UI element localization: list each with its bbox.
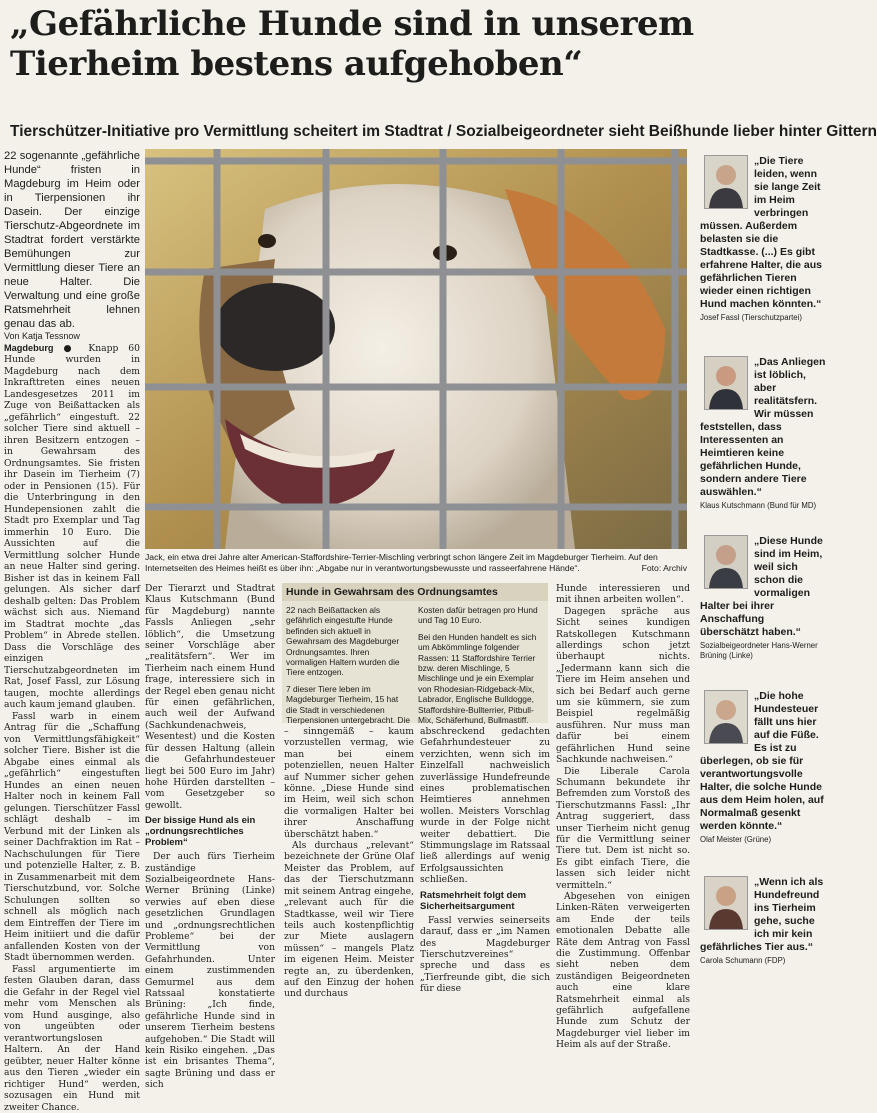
person-photo-icon	[704, 690, 748, 744]
section-heading: Der bissige Hund als ein „ordnungsrechtliches Problem“	[145, 815, 275, 848]
quote-text: „Die Tiere leiden, wenn sie lange Zeit im Heim verbringen müssen. Außerdem belasten sie die Stadtkasse. (...) Es gibt erfahrene Halter, die aus gefährlichen Tieren wieder einen richtigen Hund machen könnten.“	[700, 155, 826, 311]
quote-source: Olaf Meister (Grüne)	[700, 835, 826, 845]
info-paragraph: 22 nach Beißattacken als gefährlich eingestufte Hunde befinden sich aktuell in Gewahrsam des Magdeburger Ordnungsamtes. Ihren vormaligen Haltern wurden die Tiere entzogen.	[286, 605, 410, 678]
person-photo-icon	[704, 155, 748, 209]
quote-text: „Wenn ich als Hundefreund ins Tierheim gehe, suche ich mir kein gefährliches Tier aus.“	[700, 876, 826, 954]
column-2	[145, 583, 275, 1008]
section-heading: Ratsmehrheit folgt dem Sicherheitsargument	[420, 890, 550, 912]
quote-box-2	[700, 356, 826, 511]
dog-behind-bars-image	[145, 149, 687, 549]
headline: „Gefährliche Hunde sind in unserem Tierheim bestens aufgehoben“	[10, 4, 820, 84]
quote-source: Sozialbeigeordneter Hans-Werner Brüning (Linke)	[700, 641, 826, 661]
column-4	[420, 726, 550, 1008]
person-photo-icon	[704, 876, 748, 930]
info-box-title: Hunde in Gewahrsam des Ordnungsamtes	[282, 583, 548, 601]
info-box-right	[418, 605, 542, 731]
paragraph: Als durchaus „relevant“ bezeichnete der Grüne Olaf Meister das Problem, auf das der Tierschutzmann mit seinem Antrag eingehe, „relevant auch für die Stadtkasse, weil wir Tiere teils auch kostenpflichtig zur Miete auslagern müssen“ – mangels Platz im eigenen Heim. Meister regte an, zu überdenken, auf den Einzug der hohen und durchaus	[284, 840, 414, 1000]
paragraph: Der Tierarzt und Stadtrat Klaus Kutschmann (Bund für Magdeburg) nannte Fassls Anliegen „sehr löblich“, die Umsetzung seiner Vorschläge aber „realitätsfern“. Wer im Tierheim nach einem Hund frage, interessiere sich in der Regel eben genau nicht für einen gefährlichen, auch weil der Aufwand (Sachkundenachweis, Wesentest) und die Kosten für dessen Haltung (allein die Gefahrhundesteuer liegt bei 500 Euro im Jahr) hohe Hürden darstellten – vom Gesetzgeber so gewollt.	[145, 583, 275, 811]
quote-text: „Diese Hunde sind im Heim, weil sich schon die vormaligen Halter bei ihrer Anschaffung überschätzt haben.“	[700, 535, 826, 639]
photo-caption	[145, 552, 687, 574]
paragraph: Fassl verwies seinerseits darauf, dass er „im Namen des Magdeburger Tierschutzvereines“ spreche und dass es „Tierfreunde gibt, die sich für diese	[420, 915, 550, 995]
subheadline: Tierschützer-Initiative pro Vermittlung scheitert im Stadtrat / Sozialbeigeordneter sieht Beißhunde lieber hinter Gittern	[10, 122, 825, 142]
quote-box-5	[700, 876, 826, 966]
quote-box-3	[700, 535, 826, 661]
info-box	[282, 583, 548, 723]
info-box-left	[286, 605, 410, 731]
column-left	[4, 149, 140, 1009]
column-5	[556, 583, 690, 1008]
quote-box-4	[700, 690, 826, 845]
quote-source: Klaus Kutschmann (Bund für MD)	[700, 501, 826, 511]
caption-text: Jack, ein etwa drei Jahre alter American-Staffordshire-Terrier-Mischling verbringt schon längere Zeit im Magdeburger Tierheim. Auf den Internetseiten des Heimes heißt es über ihn: „Abgabe nur in verantwortungsbewusste und rasseerfahrene Hände“.	[145, 552, 658, 573]
column-3	[284, 726, 414, 1008]
paragraph: Die Liberale Carola Schumann bekundete ihr Befremden zum Vorstoß des Tierschutzmanns Fassl: „Ihr Antrag suggeriert, dass unser Tierheim nicht genug für die Vermittlung seiner Tiere tut. Dem ist nicht so. Es gibt einfach Tiere, die lassen sich leider nicht vermitteln.“	[556, 766, 690, 891]
paragraph: abschreckend gedachten Gefahrhundesteuer zu verzichten, wenn sich im Einzelfall nachweislich zuverlässige Hundefreunde eines problematischen Heimtieres annehmen wollen. Meisters Vorschlag wurde in der Folge nicht weiter debattiert. Die Stimmungslage im Ratssaal ließ allerdings auf wenig Erfolgsaussichten schließen.	[420, 726, 550, 886]
quote-source: Carola Schumann (FDP)	[700, 956, 826, 966]
byline: Von Katja Tessnow	[4, 331, 140, 343]
paragraph: Fassl warb in einem Antrag für die „Schaffung von Vermittlungsfähigkeit“ solcher Tiere. Bisher ist die Abgabe eines einmal als „gefährlich“ eingestuften Hundes an einen neuen Halter noch in keinem Fall gelungen. Tierschützer Fassl schlägt deshalb – im Verbund mit der Linken als seiner Dachfraktion im Rat – Nachschulungen für Tiere und potenzielle Halter, z. B. in Zusammenarbeit mit dem Tierschutzbund, vor. Solche Schulungen sollten so schnell als möglich nach dem Eintreffen der Tiere im Heim initiiert und die dafür anfallenden Kosten von der Stadt übernommen werden.	[4, 711, 140, 964]
person-photo-icon	[704, 356, 748, 410]
quote-source: Josef Fassl (Tierschutzpartei)	[700, 313, 826, 323]
paragraph: Abgesehen von einigen Linken-Räten verweigerten am Ende der teils emotionalen Debatte alle Räte dem Antrag von Fassl die Zustimmung. Offenbar sieht neben dem zuständigen Beigeordneten auch eine klare Ratsmehrheit einmal als gefährlich aufgefallene Hunde zum Schutz der Magdeburger viel lieber im Heim als auf der Straße.	[556, 891, 690, 1051]
paragraph-text: ● Knapp 60 Hunde wurden in Magdeburg nach dem Inkrafttreten eines neuen Landesgesetzes 2011 im Zuge von Beißattacken als „gefährlich“ eingestuft. 22 solcher Tiere sind aktuell – ihren Besitzern entzogen – in Gewahrsam des Ordnungsamtes. Sie fristen ihr Dasein im Tierheim (7) oder in Pensionen (15). Für die Unterbringung in den Hundepensionen zahlt die Stadt pro Exemplar und Tag immerhin 10 Euro. Die Aussichten auf die Vermittlung solcher Hunde an neue Halter sind gering. Bisher ist das in keinem Fall gelungen. Als sicher darf deshalb gelten: Das Problem wächst sich aus. Niemand im Stadtrat mochte „das Problem“ in Abrede stellen. Dass die Vorschläge des einzigen Tierschutzabgeordneten im Rat, Josef Fassl, zur Lösung taugen, mochte allerdings auch kaum jemand glauben.	[4, 343, 140, 711]
photo-credit: Foto: Archiv	[642, 563, 687, 574]
dog-photo	[145, 149, 687, 549]
quote-box-1	[700, 155, 826, 323]
quote-text: „Die hohe Hundesteuer fällt uns hier auf die Füße. Es ist zu überlegen, ob sie für verantwortungsvolle Halter, die solche Hunde aus dem Heim holen, auf Normalmaß gesenkt werden könnte.“	[700, 690, 826, 833]
person-photo-icon	[704, 535, 748, 589]
paragraph: Fassl argumentierte im festen Glauben daran, dass die Gefahr in der Regel viel mehr vom Menschen als vom Hund ausginge, also von ungeübten oder verantwortungslosen Haltern. An der Hand geübter, neuer Halter könne aus den Tieren „wieder ein richtiger Hund“ werden, sozusagen ein Hund mit zweiter Chance.	[4, 964, 140, 1113]
paragraph	[4, 343, 140, 711]
article-intro: 22 sogenannte „gefährliche Hunde“ fristen in Magdeburg im Heim oder in Tierpensionen ihr Dasein. Der einzige Tierschutz-Abgeordnete im Stadtrat fordert verstärkte Bemühungen zur Vermittlung dieser Tiere an neue Halter. Die Verwaltung und eine große Ratsmehrheit lehnen genau das ab.	[4, 149, 140, 331]
paragraph: Hunde interessieren und mit ihnen arbeiten wollen“.	[556, 583, 690, 606]
quote-text: „Das Anliegen ist löblich, aber realitätsfern. Wir müssen feststellen, dass Interessenten an Heimtieren keine gefährlichen Hunde, sondern andere Tiere auswählen.“	[700, 356, 826, 499]
dateline: Magdeburg	[4, 343, 54, 353]
info-paragraph: 7 dieser Tiere leben im Magdeburger Tierheim, 15 hat die Stadt in verschiedenen Tierpensionen untergebracht. Die	[286, 684, 410, 726]
paragraph: Der auch fürs Tierheim zuständige Sozialbeigeordnete Hans-Werner Brüning (Linke) verwies auf eben diese gesetzlichen Grundlagen und „ordnungsrechtlichen Probleme“ bei der Vermittlung von Gefahrhunden. Unter einem zustimmenden Gemurmel aus dem Ratssaal konstatierte Brüning: „Ich finde, gefährliche Hunde sind in unserem Tierheim bestens aufgehoben.“ Die Stadt will kein Risiko eingehen. „Das ist ein brisantes Thema“, sagte Brüning und dass er sich	[145, 851, 275, 1091]
info-paragraph: Kosten dafür betragen pro Hund und Tag 10 Euro.	[418, 605, 542, 626]
info-paragraph: Bei den Hunden handelt es sich um Abkömmlinge folgender Rassen: 11 Staffordshire Terrier bzw. deren Mischlinge, 5 Mischlinge und je ein Exemplar von Rhodesian-Ridgeback-Mix, Labrador, Englische Bulldogge, Staffordshire-Bullterrier, Pitbull-Mix, Schäferhund, Bullmastiff.	[418, 632, 542, 726]
paragraph: – sinngemäß – kaum vorzustellen vermag, wie man bei einem potenziellen, neuen Halter auf Nummer sicher gehen könne. „Diese Hunde sind im Heim, weil sich schon die vormaligen Halter bei ihrer Anschaffung überschätzt haben.“	[284, 726, 414, 840]
paragraph: Dagegen spräche aus Sicht seines kundigen Ratskollegen Kutschmann allerdings schon jetzt überhaupt nichts. „Jedermann kann sich die Tiere im Heim ansehen und sich bei Bedarf auch gerne um sie kümmern, sie zum Beispiel regelmäßig ausführen. Nur muss man dafür bei einem gefährlichen Hund seine Sachkunde nachweisen.“	[556, 606, 690, 766]
